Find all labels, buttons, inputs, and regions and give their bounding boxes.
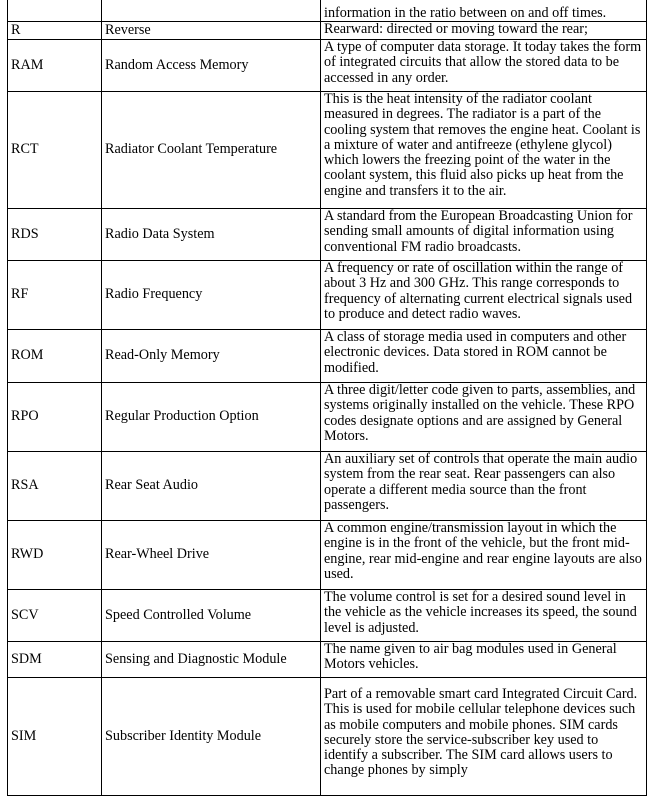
description-cell: A three digit/letter code given to parts, assemblies, and systems originally installed on the vehicle. These RPO codes designate options and are assigned by General Motors. [321,383,647,452]
abbreviation-cell: SCV [8,590,102,642]
term-cell: Radio Data System [102,209,321,261]
term-cell: Reverse [102,22,321,40]
abbreviation-cell: RSA [8,452,102,521]
term-cell: Sensing and Diagnostic Module [102,642,321,678]
term-cell: Radio Frequency [102,261,321,330]
abbreviation-cell: RDS [8,209,102,261]
table-row [8,521,647,590]
table-row [8,0,647,22]
term-cell: Rear Seat Audio [102,452,321,521]
description-cell: This is the heat intensity of the radiator coolant measured in degrees. The radiator is a part of the cooling system that removes the engine heat. Coolant is a mixture of water and antifreeze (ethylene glycol) which lowers the freezing point of the water in the coolant system, this fluid also picks up heat from the engine and transfers it to the air. [321,92,647,209]
description-cell: information in the ratio between on and off times. [321,0,647,22]
table-row [8,642,647,678]
table-row [8,209,647,261]
abbreviation-cell: ROM [8,330,102,383]
abbreviation-cell: SDM [8,642,102,678]
description-cell: The name given to air bag modules used in General Motors vehicles. [321,642,647,678]
abbreviation-cell [8,0,102,22]
description-cell: A frequency or rate of oscillation within the range of about 3 Hz and 300 GHz. This range corresponds to frequency of alternating current electrical signals used to produce and detect radio waves. [321,261,647,330]
description-cell: Rearward: directed or moving toward the rear; [321,22,647,40]
description-cell: A type of computer data storage. It today takes the form of integrated circuits that allow the stored data to be accessed in any order. [321,40,647,92]
term-cell: Read-Only Memory [102,330,321,383]
table-row [8,590,647,642]
abbreviation-cell: R [8,22,102,40]
description-cell: Part of a removable smart card Integrated Circuit Card. This is used for mobile cellular telephone devices such as mobile computers and mobile phones. SIM cards securely store the service-subscriber key used to identify a subscriber. The SIM card allows users to change phones by simply [321,678,647,796]
term-cell: Rear-Wheel Drive [102,521,321,590]
table-row [8,452,647,521]
table-row [8,383,647,452]
table-row [8,22,647,40]
description-cell: A common engine/transmission layout in which the engine is in the front of the vehicle, but the front mid-engine, rear mid-engine and rear engine layouts are also used. [321,521,647,590]
term-cell: Random Access Memory [102,40,321,92]
term-cell: Subscriber Identity Module [102,678,321,796]
term-cell: Speed Controlled Volume [102,590,321,642]
description-cell: A standard from the European Broadcasting Union for sending small amounts of digital information using conventional FM radio broadcasts. [321,209,647,261]
term-cell [102,0,321,22]
abbreviation-cell: RF [8,261,102,330]
description-cell: A class of storage media used in computers and other electronic devices. Data stored in ROM cannot be modified. [321,330,647,383]
abbreviation-cell: RWD [8,521,102,590]
table-row [8,330,647,383]
table-row [8,261,647,330]
abbreviation-cell: RCT [8,92,102,209]
abbreviation-cell: RAM [8,40,102,92]
abbreviation-cell: SIM [8,678,102,796]
abbreviation-cell: RPO [8,383,102,452]
term-cell: Radiator Coolant Temperature [102,92,321,209]
term-cell: Regular Production Option [102,383,321,452]
table-row [8,40,647,92]
glossary-table [7,0,647,796]
description-cell: An auxiliary set of controls that operate the main audio system from the rear seat. Rear passengers can also operate a different media source than the front passengers. [321,452,647,521]
description-cell: The volume control is set for a desired sound level in the vehicle as the vehicle increases its speed, the sound level is adjusted. [321,590,647,642]
table-row [8,678,647,796]
table-row [8,92,647,209]
